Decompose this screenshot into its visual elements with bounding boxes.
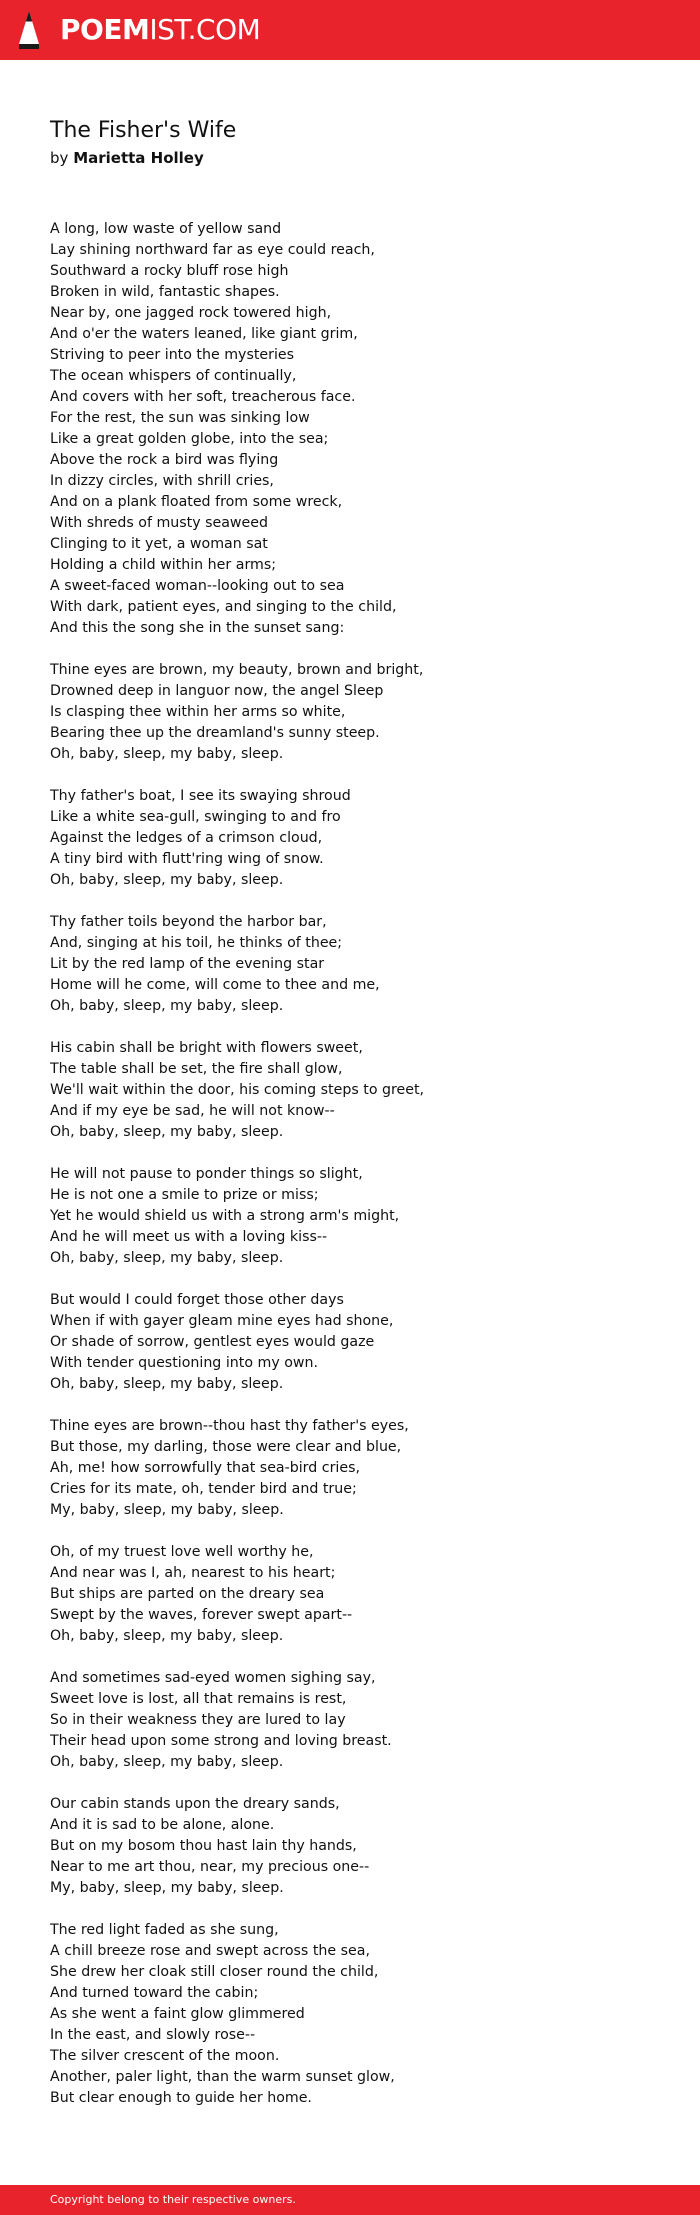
poem-line: Cries for its mate, oh, tender bird and true;: [50, 1481, 357, 1497]
poem-line: But on my bosom thou hast lain thy hands,: [50, 1838, 357, 1854]
poem-line: The silver crescent of the moon.: [50, 2048, 280, 2064]
poem-line: With tender questioning into my own.: [50, 1355, 319, 1371]
poem-line: A long, low waste of yellow sand: [50, 221, 282, 237]
poem-line: Striving to peer into the mysteries: [50, 347, 295, 363]
poem-line: His cabin shall be bright with flowers sweet,: [50, 1040, 363, 1056]
poem-line: Oh, baby, sleep, my baby, sleep.: [50, 872, 284, 888]
poem-line: Home will he come, will come to thee and me,: [50, 977, 380, 993]
poem-line: Bearing thee up the dreamland's sunny steep.: [50, 725, 380, 741]
poem-line: Oh, baby, sleep, my baby, sleep.: [50, 746, 284, 762]
poem-line: But would I could forget those other days: [50, 1292, 344, 1308]
poem-line: And sometimes sad-eyed women sighing say,: [50, 1670, 376, 1686]
poem-line: Swept by the waves, forever swept apart--: [50, 1607, 353, 1623]
logo-text-light: IST.COM: [149, 13, 261, 46]
poem-line: In dizzy circles, with shrill cries,: [50, 473, 274, 489]
poem-title: The Fisher's Wife: [50, 118, 237, 143]
poem-line: Like a white sea-gull, swinging to and fro: [50, 809, 341, 825]
poem-stanza: [50, 1794, 650, 1899]
poem-line: My, baby, sleep, my baby, sleep.: [50, 1880, 284, 1896]
poem-line: But those, my darling, those were clear and blue,: [50, 1439, 402, 1455]
poem-line: Ah, me! how sorrowfully that sea-bird cries,: [50, 1460, 360, 1476]
poem-line: And on a plank floated from some wreck,: [50, 494, 343, 510]
poem-line: When if with gayer gleam mine eyes had shone,: [50, 1313, 394, 1329]
poem-line: Or shade of sorrow, gentlest eyes would gaze: [50, 1334, 375, 1350]
logo-text-bold: POEM: [60, 13, 150, 46]
poem-line: We'll wait within the door, his coming steps to greet,: [50, 1082, 425, 1098]
poem-stanza: [50, 786, 650, 891]
poem-line: Yet he would shield us with a strong arm's might,: [50, 1208, 400, 1224]
poem-line: And this the song she in the sunset sang:: [50, 620, 345, 636]
poem-line: With dark, patient eyes, and singing to the child,: [50, 599, 397, 615]
poem-line: Holding a child within her arms;: [50, 557, 277, 573]
poem-line: Sweet love is lost, all that remains is rest,: [50, 1691, 347, 1707]
poem-stanza: [50, 219, 650, 639]
poem-line: But clear enough to guide her home.: [50, 2090, 312, 2106]
poem-line: And he will meet us with a loving kiss--: [50, 1229, 328, 1245]
poem-line: Drowned deep in languor now, the angel Sleep: [50, 683, 384, 699]
site-footer: [0, 2185, 700, 2215]
poem-line: Near by, one jagged rock towered high,: [50, 305, 332, 321]
poem-line: Near to me art thou, near, my precious one--: [50, 1859, 370, 1875]
poem-stanza: [50, 1920, 650, 2109]
poem-line: And, singing at his toil, he thinks of thee;: [50, 935, 343, 951]
poem-line: A sweet-faced woman--looking out to sea: [50, 578, 345, 594]
poem-stanza: [50, 660, 650, 765]
poem-line: And near was I, ah, nearest to his heart;: [50, 1565, 336, 1581]
poem-line: He will not pause to ponder things so slight,: [50, 1166, 363, 1182]
poem-body: [50, 219, 650, 2130]
poem-stanza: [50, 1668, 650, 1773]
poem-line: Their head upon some strong and loving breast.: [50, 1733, 392, 1749]
poem-line: In the east, and slowly rose--: [50, 2027, 256, 2043]
author-name[interactable]: Marietta Holley: [73, 149, 204, 167]
poem-stanza: [50, 1038, 650, 1143]
poem-line: For the rest, the sun was sinking low: [50, 410, 310, 426]
poem-line: Oh, baby, sleep, my baby, sleep.: [50, 1124, 284, 1140]
poem-line: And turned toward the cabin;: [50, 1985, 259, 2001]
poem-line: Above the rock a bird was flying: [50, 452, 279, 468]
poem-line: Oh, of my truest love well worthy he,: [50, 1544, 314, 1560]
poem-line: The table shall be set, the fire shall glow,: [50, 1061, 343, 1077]
poem-line: And it is sad to be alone, alone.: [50, 1817, 275, 1833]
poem-line: So in their weakness they are lured to lay: [50, 1712, 346, 1728]
poem-stanza: [50, 1164, 650, 1269]
poem-line: Broken in wild, fantastic shapes.: [50, 284, 280, 300]
site-logo[interactable]: [60, 12, 260, 48]
poem-line: Thy father's boat, I see its swaying shroud: [50, 788, 351, 804]
poem-line: Oh, baby, sleep, my baby, sleep.: [50, 1628, 284, 1644]
byline: [50, 148, 204, 168]
poem-line: Thine eyes are brown, my beauty, brown and bright,: [50, 662, 424, 678]
pencil-icon: [17, 10, 41, 50]
poem-stanza: [50, 1542, 650, 1647]
poem-line: The red light faded as she sung,: [50, 1922, 279, 1938]
poem-line: Thy father toils beyond the harbor bar,: [50, 914, 327, 930]
poem-line: A tiny bird with flutt'ring wing of snow.: [50, 851, 324, 867]
poem-line: Oh, baby, sleep, my baby, sleep.: [50, 1376, 284, 1392]
poem-line: Oh, baby, sleep, my baby, sleep.: [50, 998, 284, 1014]
poem-stanza: [50, 1416, 650, 1521]
poem-line: And covers with her soft, treacherous face.: [50, 389, 356, 405]
poem-line: Another, paler light, than the warm sunset glow,: [50, 2069, 395, 2085]
poem-line: Lay shining northward far as eye could reach,: [50, 242, 375, 258]
poem-line: Southward a rocky bluff rose high: [50, 263, 289, 279]
poem-stanza: [50, 1290, 650, 1395]
poem-line: And if my eye be sad, he will not know--: [50, 1103, 335, 1119]
poem-line: A chill breeze rose and swept across the sea,: [50, 1943, 370, 1959]
poem-line: Is clasping thee within her arms so white,: [50, 704, 346, 720]
poem-line: Lit by the red lamp of the evening star: [50, 956, 325, 972]
poem-line: Thine eyes are brown--thou hast thy father's eyes,: [50, 1418, 409, 1434]
poem-line: With shreds of musty seaweed: [50, 515, 269, 531]
poem-line: Clinging to it yet, a woman sat: [50, 536, 268, 552]
poem-line: Against the ledges of a crimson cloud,: [50, 830, 323, 846]
poem-line: As she went a faint glow glimmered: [50, 2006, 305, 2022]
poem-line: And o'er the waters leaned, like giant grim,: [50, 326, 358, 342]
poem-line: My, baby, sleep, my baby, sleep.: [50, 1502, 284, 1518]
poem-line: Like a great golden globe, into the sea;: [50, 431, 329, 447]
poem-line: But ships are parted on the dreary sea: [50, 1586, 325, 1602]
poem-line: Oh, baby, sleep, my baby, sleep.: [50, 1754, 284, 1770]
copyright-text: Copyright belong to their respective owners.: [50, 2193, 296, 2206]
poem-line: Our cabin stands upon the dreary sands,: [50, 1796, 340, 1812]
poem-line: Oh, baby, sleep, my baby, sleep.: [50, 1250, 284, 1266]
site-header: [0, 0, 700, 60]
poem-line: She drew her cloak still closer round the child,: [50, 1964, 379, 1980]
by-label: by: [50, 149, 69, 167]
poem-line: The ocean whispers of continually,: [50, 368, 297, 384]
poem-line: He is not one a smile to prize or miss;: [50, 1187, 319, 1203]
poem-stanza: [50, 912, 650, 1017]
